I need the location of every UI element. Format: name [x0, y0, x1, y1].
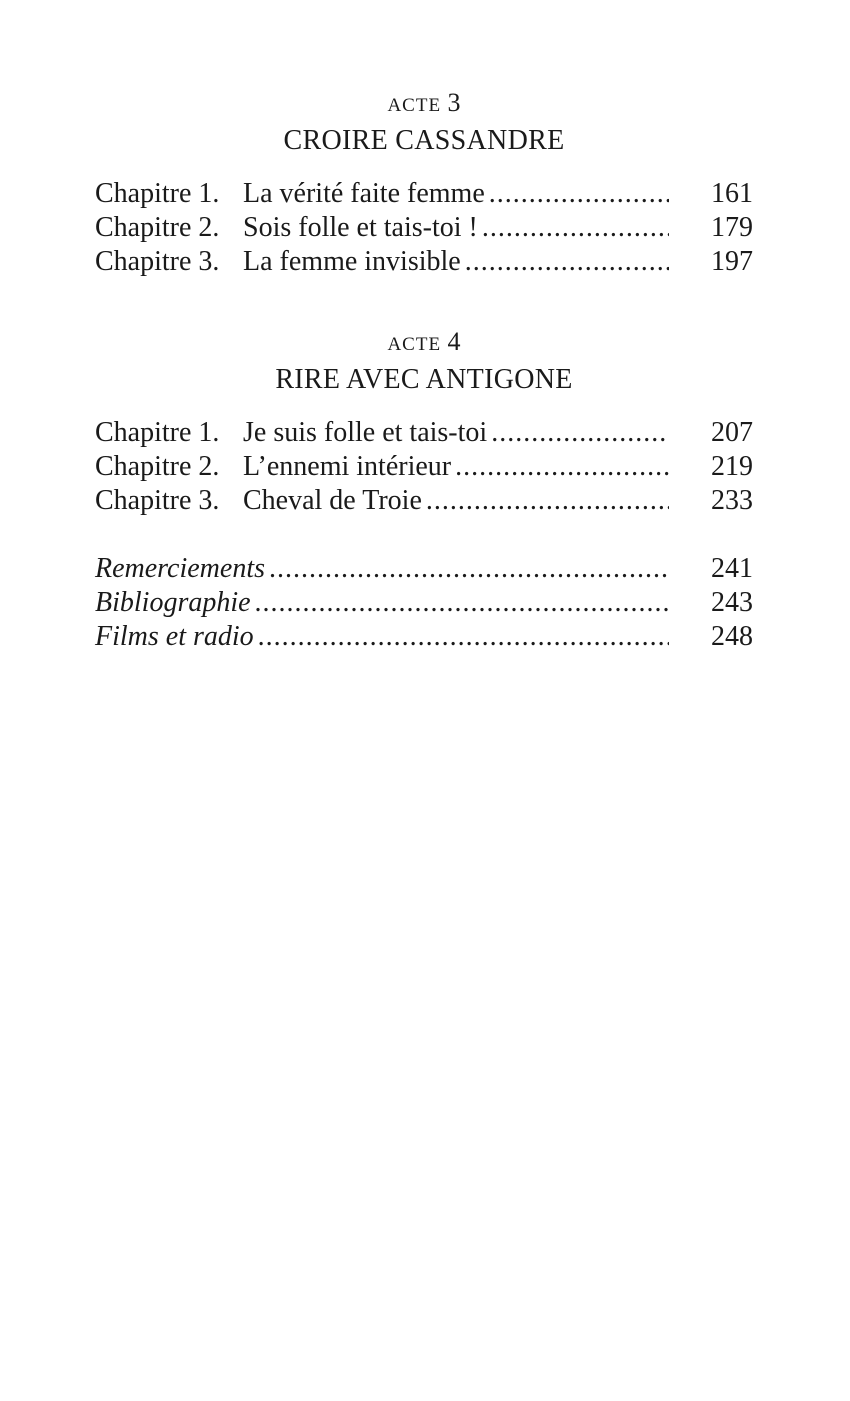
toc-entry[interactable]: [95, 620, 753, 654]
dot-leader: [258, 620, 669, 654]
page-number: 161: [711, 178, 753, 209]
chapter-title: L’ennemi intérieur: [243, 451, 452, 482]
toc-entry[interactable]: [95, 552, 753, 586]
act-section: [95, 86, 753, 279]
page-number: 241: [711, 553, 753, 584]
page-number: 219: [711, 451, 753, 482]
dot-leader: [482, 211, 669, 245]
chapter-number: Chapitre 3.: [95, 485, 220, 516]
page-number: 179: [711, 212, 753, 243]
page-number: 248: [711, 621, 753, 652]
toc-entry[interactable]: [95, 416, 753, 450]
table-of-contents: [95, 86, 753, 654]
act-title: RIRE AVEC ANTIGONE: [275, 364, 573, 395]
chapter-title: La vérité faite femme: [243, 178, 485, 209]
end-matter-title: Films et radio: [95, 621, 254, 652]
chapter-title: Sois folle et tais-toi !: [243, 212, 478, 243]
dot-leader: [269, 552, 669, 586]
chapter-title: Cheval de Troie: [243, 485, 422, 516]
toc-entry[interactable]: [95, 245, 753, 279]
dot-leader: [491, 416, 669, 450]
page-number: 243: [711, 587, 753, 618]
dot-leader: [426, 484, 669, 518]
page-number: 233: [711, 485, 753, 516]
act-heading: [95, 86, 753, 159]
act-label: [95, 86, 753, 123]
act-label-word: ACTE: [387, 334, 442, 355]
act-heading: [95, 325, 753, 398]
chapter-number: Chapitre 3.: [95, 246, 220, 277]
chapter-list: [95, 416, 753, 518]
chapter-title: La femme invisible: [243, 246, 461, 277]
chapter-list: [95, 177, 753, 279]
toc-entry[interactable]: [95, 450, 753, 484]
dot-leader: [255, 586, 669, 620]
page-number: 197: [711, 246, 753, 277]
page-number: 207: [711, 417, 753, 448]
chapter-title: Je suis folle et tais-toi: [243, 417, 488, 448]
toc-entry[interactable]: [95, 177, 753, 211]
dot-leader: [489, 177, 669, 211]
toc-entry[interactable]: [95, 484, 753, 518]
chapter-number: Chapitre 1.: [95, 417, 220, 448]
end-matter-title: Bibliographie: [95, 587, 251, 618]
end-matter-list: [95, 552, 753, 654]
act-label-word: ACTE: [387, 95, 442, 116]
act-number: 3: [447, 88, 461, 117]
dot-leader: [455, 450, 669, 484]
chapter-number: Chapitre 2.: [95, 451, 220, 482]
chapter-number: Chapitre 2.: [95, 212, 220, 243]
act-title: CROIRE CASSANDRE: [283, 125, 565, 156]
end-matter-title: Remerciements: [95, 553, 265, 584]
chapter-number: Chapitre 1.: [95, 178, 220, 209]
act-number: 4: [447, 327, 461, 356]
act-label: [95, 325, 753, 362]
dot-leader: [465, 245, 669, 279]
act-section: [95, 325, 753, 518]
toc-entry[interactable]: [95, 586, 753, 620]
toc-entry[interactable]: [95, 211, 753, 245]
